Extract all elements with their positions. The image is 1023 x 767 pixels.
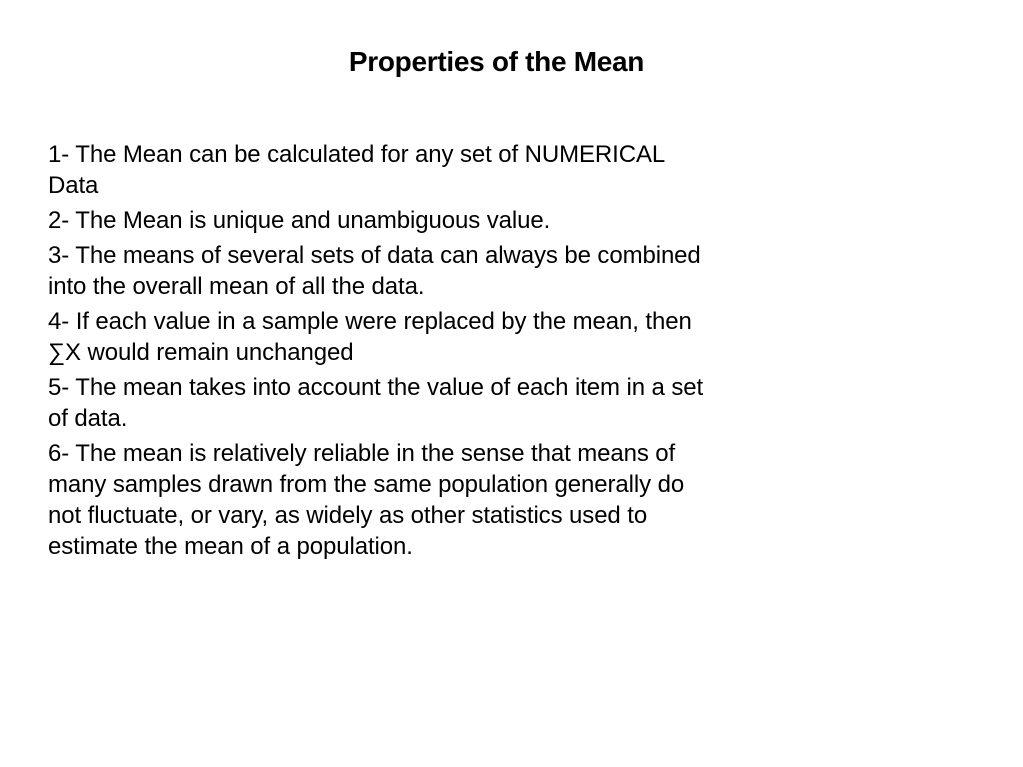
property-item-6: 6- The mean is relatively reliable in the sense that means of many samples drawn from the same population generally do not fluctuate, or vary, as widely as other statistics used to estimate the mean of a population. [48, 440, 685, 560]
slide-title: Properties of the Mean [348, 46, 645, 77]
property-item-5: 5- The mean takes into account the value of each item in a set of data. [48, 374, 704, 432]
property-item-3: 3- The means of several sets of data can always be combined into the overall mean of all the data. [48, 242, 701, 300]
property-item-4: 4- If each value in a sample were replaced by the mean, then ∑X would remain unchanged [48, 308, 692, 366]
property-list [48, 139, 718, 566]
property-item-1: 1- The Mean can be calculated for any set of NUMERICAL Data [48, 141, 665, 199]
property-item-2: 2- The Mean is unique and unambiguous value. [48, 207, 551, 234]
